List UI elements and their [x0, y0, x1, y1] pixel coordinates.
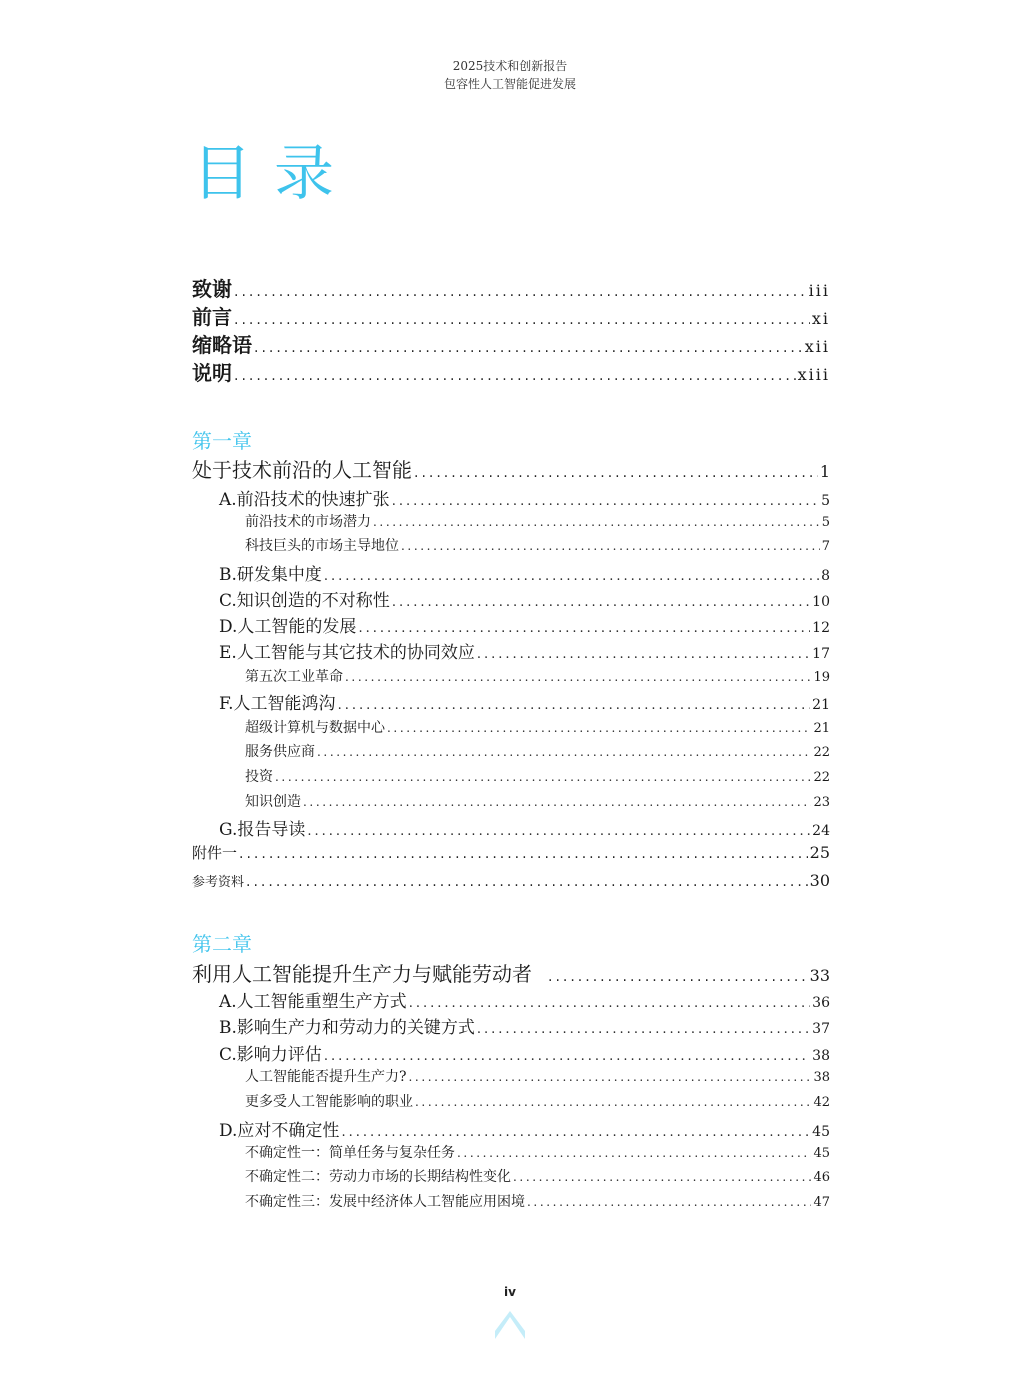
toc-entry-label: C.影响力评估 — [219, 1045, 322, 1065]
toc-entry-label: 服务供应商 — [245, 744, 315, 760]
toc-entry[interactable] — [192, 741, 830, 761]
toc-entry[interactable] — [192, 987, 830, 1012]
toc-entry[interactable] — [192, 717, 830, 737]
toc-entry-label: G.报告导读 — [219, 820, 306, 840]
dot-leader — [457, 1146, 811, 1160]
toc-entry-page: 38 — [812, 1048, 830, 1064]
dot-leader — [409, 1070, 812, 1084]
toc-entry-label: 利用人工智能提升生产力与赋能劳动者 — [192, 962, 532, 986]
dot-leader — [254, 340, 803, 356]
dot-leader — [303, 795, 811, 809]
dot-leader — [358, 621, 810, 636]
dot-leader — [527, 1195, 811, 1209]
toc-entry-label: 第五次工业革命 — [245, 669, 343, 685]
toc-entry[interactable] — [192, 638, 830, 663]
toc-entry[interactable] — [192, 535, 830, 555]
dot-leader — [401, 539, 820, 553]
toc-entry[interactable] — [192, 791, 830, 811]
toc-entry-page: 21 — [812, 697, 830, 713]
toc-entry-label: 超级计算机与数据中心 — [245, 720, 385, 736]
toc-entry-label: B.影响生产力和劳动力的关键方式 — [219, 1018, 475, 1038]
page-title: 目录 — [192, 139, 356, 209]
toc-entry-page: 46 — [813, 1170, 830, 1185]
toc-entry-label: 不确定性三：发展中经济体人工智能应用困境 — [245, 1194, 525, 1210]
dot-leader — [307, 824, 810, 839]
toc-entry-label: 附件一 — [192, 844, 238, 862]
toc-entry-label: 前沿技术的市场潜力 — [245, 514, 371, 530]
toc-entry-page: 47 — [813, 1195, 830, 1210]
toc-entry[interactable] — [192, 1040, 830, 1065]
dot-leader — [387, 721, 811, 735]
toc-entry-page: 1 — [819, 462, 830, 481]
toc-entry-explanatory-notes[interactable] — [192, 357, 830, 386]
chevron-up-icon — [495, 1311, 525, 1339]
toc-entry[interactable] — [192, 1013, 830, 1038]
toc-entry-label: 处于技术前沿的人工智能 — [192, 458, 412, 482]
toc-entry[interactable] — [192, 689, 830, 714]
toc-entry[interactable] — [192, 1091, 830, 1111]
dot-leader — [324, 569, 819, 584]
toc-chapter-1-title[interactable] — [192, 454, 830, 483]
toc-entry-page: 10 — [812, 594, 830, 610]
toc-entry-page: 21 — [813, 721, 830, 736]
toc-entry-page: 19 — [813, 670, 830, 685]
header-report-title: 2025技术和创新报告 — [452, 59, 568, 73]
toc-entry-page: xiii — [797, 365, 830, 384]
dot-leader — [477, 1022, 810, 1037]
toc-entry-label: E.人工智能与其它技术的协同效应 — [219, 643, 475, 663]
toc-entry-label: 不确定性一：简单任务与复杂任务 — [245, 1145, 455, 1161]
toc-entry-label: 更多受人工智能影响的职业 — [245, 1094, 413, 1110]
toc-entry-abbreviations[interactable] — [192, 329, 830, 358]
dot-leader — [234, 284, 807, 300]
toc-entry-page: 45 — [812, 1124, 830, 1140]
toc-entry-label: 知识创造 — [245, 794, 301, 810]
chapter-1-label: 第一章 — [192, 429, 252, 453]
toc-entry[interactable] — [192, 511, 830, 531]
page-number: iv — [504, 1285, 516, 1299]
toc-entry-foreword[interactable] — [192, 301, 830, 330]
toc-entry-label: D.应对不确定性 — [219, 1121, 340, 1141]
chapter-2-label: 第二章 — [192, 932, 252, 956]
toc-entry-label: A.人工智能重塑生产方式 — [219, 992, 407, 1012]
toc-entry-label: C.知识创造的不对称性 — [219, 591, 390, 611]
toc-entry[interactable] — [192, 815, 830, 840]
dot-leader — [414, 465, 818, 481]
dot-leader — [338, 698, 811, 713]
dot-leader — [345, 670, 811, 684]
toc-entry-page: xii — [804, 337, 830, 356]
toc-entry-page: 12 — [812, 620, 830, 636]
toc-entry-label: F.人工智能鸿沟 — [219, 694, 336, 714]
toc-entry[interactable] — [192, 666, 830, 686]
toc-entry-page: 23 — [813, 795, 830, 810]
dot-leader — [234, 312, 810, 328]
dot-leader — [513, 1170, 811, 1184]
dot-leader — [275, 770, 811, 784]
toc-entry-page: 22 — [813, 745, 830, 760]
toc-entry-page: 8 — [821, 568, 830, 584]
dot-leader — [392, 595, 810, 610]
toc-entry-acknowledgements[interactable] — [192, 273, 830, 302]
toc-entry-label: 科技巨头的市场主导地位 — [245, 538, 399, 554]
toc-entry-page: 5 — [821, 493, 830, 509]
toc-entry[interactable] — [192, 766, 830, 786]
toc-entry-page: 7 — [821, 539, 830, 554]
toc-entry-label: 致谢 — [192, 277, 232, 301]
toc-entry-label: 参考资料 — [192, 875, 245, 890]
toc-entry[interactable] — [192, 1116, 830, 1141]
toc-entry[interactable] — [192, 1142, 830, 1162]
toc-entry-page: 24 — [812, 823, 830, 839]
toc-chapter-2-title[interactable] — [192, 958, 830, 987]
toc-entry[interactable] — [192, 560, 830, 585]
toc-entry-label: 前言 — [192, 305, 232, 329]
toc-entry-page: 36 — [812, 995, 830, 1011]
toc-entry[interactable] — [192, 612, 830, 637]
dot-leader — [373, 515, 820, 529]
toc-entry-page: 33 — [809, 966, 830, 985]
toc-entry-page: 37 — [812, 1021, 830, 1037]
toc-entry-page: xi — [811, 309, 830, 328]
dot-leader — [317, 745, 811, 759]
dot-leader — [246, 874, 808, 890]
toc-entry[interactable] — [192, 1166, 830, 1186]
toc-entry-page: 5 — [821, 515, 830, 530]
toc-entry-page: 30 — [809, 871, 830, 890]
toc-entry-label: 不确定性二：劳动力市场的长期结构性变化 — [245, 1169, 511, 1185]
toc-entry-label: B.研发集中度 — [219, 565, 322, 585]
table-of-contents — [192, 0, 830, 1375]
toc-entry-page: 38 — [813, 1070, 830, 1085]
toc-entry-references[interactable] — [192, 871, 830, 890]
toc-entry-label: 说明 — [192, 361, 232, 385]
dot-leader — [477, 647, 810, 662]
toc-entry-label: 人工智能能否提升生产力? — [245, 1069, 407, 1085]
toc-entry[interactable] — [192, 586, 830, 611]
toc-entry-label: D.人工智能的发展 — [219, 617, 357, 637]
dot-leader — [409, 996, 810, 1011]
toc-entry-page: iii — [808, 281, 830, 300]
toc-entry-annex[interactable] — [192, 842, 830, 863]
toc-entry-page: 17 — [812, 646, 830, 662]
dot-leader — [548, 969, 808, 985]
dot-leader — [239, 846, 808, 862]
toc-entry-page: 42 — [813, 1095, 830, 1110]
toc-entry[interactable] — [192, 485, 830, 510]
toc-entry[interactable] — [192, 1191, 830, 1211]
dot-leader — [234, 368, 796, 384]
toc-entry-page: 25 — [809, 843, 830, 862]
toc-entry-label: A.前沿技术的快速扩张 — [219, 490, 390, 510]
header-report-subtitle: 包容性人工智能促进发展 — [443, 77, 576, 91]
dot-leader — [324, 1049, 810, 1064]
toc-entry-label: 缩略语 — [192, 333, 252, 357]
dot-leader — [415, 1095, 811, 1109]
dot-leader — [341, 1125, 810, 1140]
toc-entry-label: 投资 — [245, 769, 273, 785]
toc-entry-page: 22 — [813, 770, 830, 785]
toc-entry[interactable] — [192, 1066, 830, 1086]
toc-entry-page: 45 — [813, 1146, 830, 1161]
dot-leader — [392, 494, 819, 509]
